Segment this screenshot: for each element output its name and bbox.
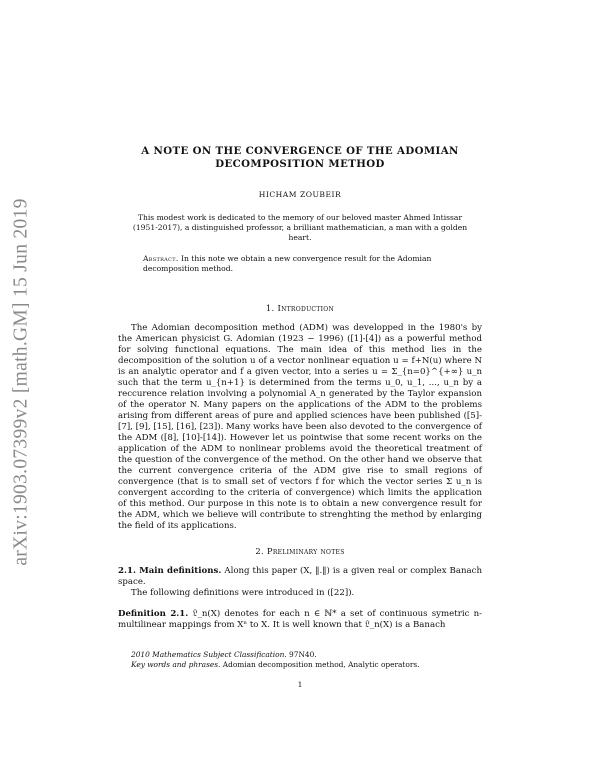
page-number: 1 bbox=[297, 680, 303, 689]
paper-page bbox=[118, 145, 482, 690]
arxiv-stamp bbox=[6, 172, 38, 592]
section-title: Introduction bbox=[277, 303, 335, 313]
section-title: Preliminary notes bbox=[266, 546, 345, 556]
subsection-main-definitions bbox=[118, 566, 482, 588]
keywords-value: Adomian decomposition method, Analytic operators. bbox=[222, 660, 420, 669]
section-number: 1. bbox=[265, 303, 275, 313]
author-name: HICHAM ZOUBEIR bbox=[258, 190, 342, 199]
paper-title: A NOTE ON THE CONVERGENCE OF THE ADOMIAN DECOMPOSITION METHOD bbox=[141, 145, 459, 170]
abstract-text: In this note we obtain a new convergence result for the Adomian decomposition method. bbox=[143, 254, 432, 273]
subsection-text: Along this paper (X, ‖.‖) is a given real or complex Banach space. bbox=[118, 566, 482, 587]
definitions-intro: The following definitions were introduced in ([22]). bbox=[131, 588, 355, 598]
dedication: This modest work is dedicated to the memory of our beloved master Ahmed Intissar (1951-2017), a distinguished professor, a brilliant mathematician, a man with a golden heart. bbox=[132, 213, 468, 242]
definition-label: Definition 2.1. bbox=[118, 609, 189, 619]
definition-2-1 bbox=[118, 609, 482, 631]
definition-text: 𝔏_n(X) denotes for each n ∈ ℕ* a set of continuous symetric n-multilinear mappings from Xⁿ to X. It is well known that 𝔏_n(X) is a Banach bbox=[118, 609, 483, 630]
msc-footnote bbox=[131, 650, 482, 660]
keywords-label: Key words and phrases. bbox=[131, 660, 221, 669]
section-heading-introduction bbox=[118, 303, 482, 314]
keywords-footnote bbox=[131, 660, 482, 670]
arxiv-stamp-text: arXiv:1903.07399v2 [math.GM] 15 Jun 2019 bbox=[11, 198, 32, 566]
section-heading-preliminary bbox=[118, 546, 482, 557]
footnotes bbox=[118, 650, 482, 670]
msc-label: 2010 Mathematics Subject Classification. bbox=[131, 650, 287, 659]
subsection-label: 2.1. Main definitions. bbox=[118, 566, 222, 576]
intro-paragraph: The Adomian decomposition method (ADM) was developped in the 1980's by the American physicist G. Adomian (1923 − 1996) ([1]-[4]) as a powerful method for solving functional equations. The main idea of this method lies in the decomposition of the solution u of a vector nonlinear equation u = f+N(u) where N is an analytic operator and f a given vector, into a series u = Σ_{n=0}^{+∞} u_n such that the term u_{n+1} is determined from the terms u_0, u_1, ..., u_n by a reccurence relation involving a polynomial A_n generated by the Taylor expansion of the operator N. Many papers on the applications of the ADM to the problems arising from different areas of pure and applied sciences have been published ([5]-[7], [9], [15], [16], [23]). Many works have been also devoted to the convergence of the ADM ([8], [10]-[14]). However let us pointwise that some recent works on the application of the ADM to nonlinear problems avoid the theoretical treatment of the question of the convergence of the method. On the other hand we observe that the current convergence criteria of the ADM give rise to small regions of convergence (that is to small set of vectors f for which the vector series Σ u_n is convergent according to the criteria of convergence) which limits the application of this method. Our purpose in this note is to obtain a new convergence result for the ADM, which we believe will contribute to strenghting the method by enlarging the field of its applications. bbox=[118, 323, 482, 531]
msc-value: 97N40. bbox=[289, 650, 317, 659]
abstract-label: Abstract. bbox=[143, 254, 179, 263]
section-number: 2. bbox=[255, 546, 264, 556]
abstract bbox=[118, 254, 482, 274]
